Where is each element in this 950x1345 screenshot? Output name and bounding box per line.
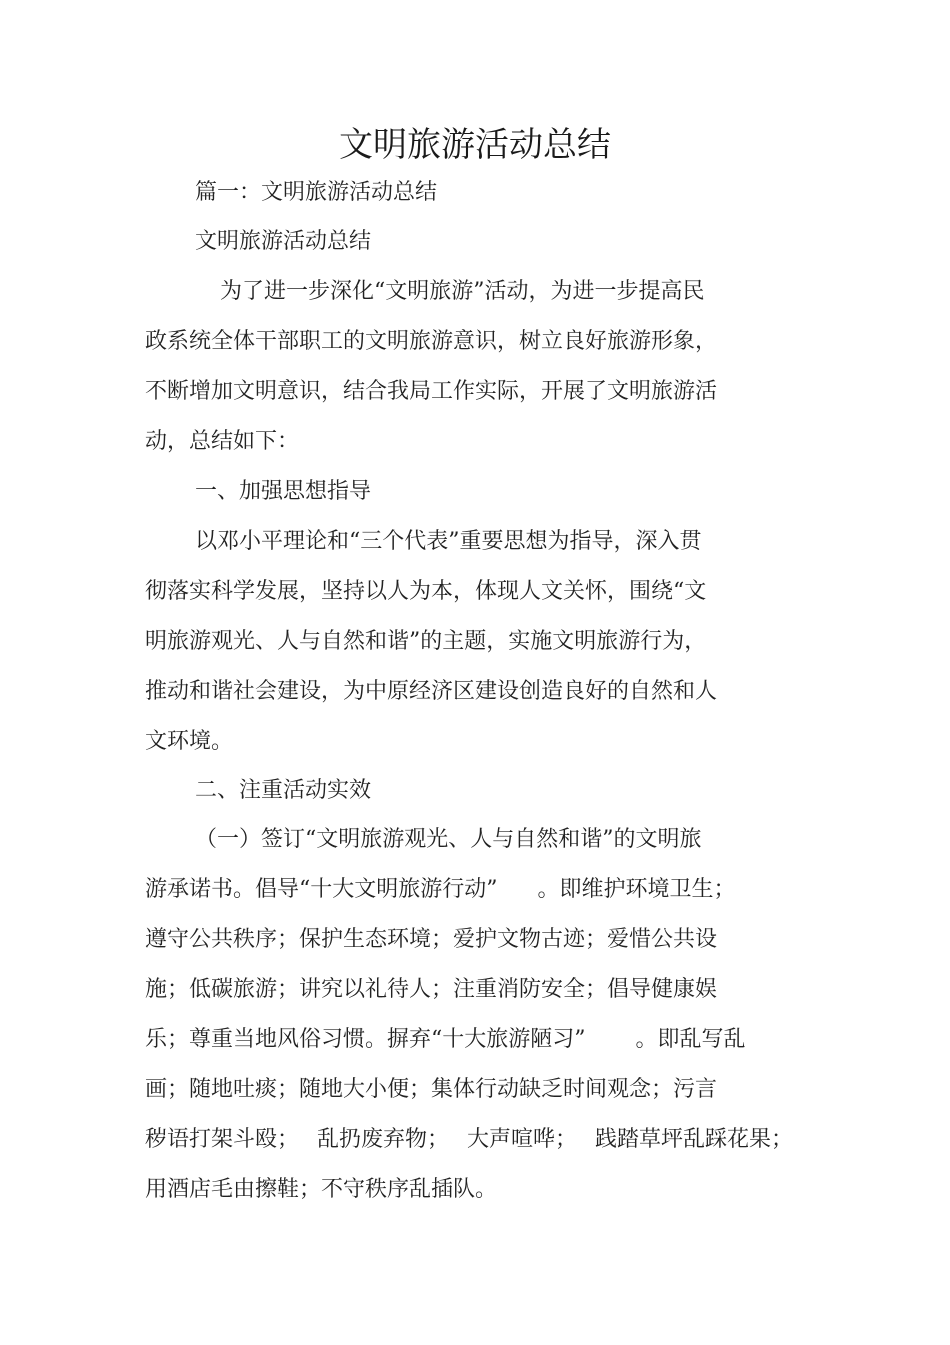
text-segment: 乱扔废弃物；: [317, 1127, 450, 1152]
paragraph-line: 彻落实科学发展，坚持以人为本，体现人文关怀，围绕“文: [145, 579, 707, 604]
subtitle: 文明旅游活动总结: [195, 229, 372, 254]
text-segment: 乐；尊重当地风俗习惯。摒弃“十大旅游陋习”: [145, 1027, 586, 1052]
paragraph-line: 施；低碳旅游；讲究以礼待人；注重消防安全；倡导健康娱: [145, 977, 718, 1002]
text-segment: 大声喧哗；: [467, 1127, 578, 1152]
text-segment: 秽语打架斗殴；: [145, 1127, 300, 1152]
section-heading: 二、注重活动实效: [195, 778, 372, 803]
document-title: 文明旅游活动总结: [339, 125, 611, 165]
paragraph-line: [145, 1125, 793, 1155]
paragraph-line: （一）签订“文明旅游观光、人与自然和谐”的文明旅: [195, 827, 702, 852]
paragraph-line: 明旅游观光、人与自然和谐”的主题，实施文明旅游行为，: [145, 629, 707, 654]
paragraph-line: 动，总结如下：: [145, 429, 300, 454]
paragraph-line: 文环境。: [145, 729, 234, 754]
paragraph-line: 用酒店毛由擦鞋；不守秩序乱插队。: [145, 1177, 498, 1202]
paragraph-line: [145, 875, 736, 905]
paragraph-line: 为了进一步深化“文明旅游”活动，为进一步提高民: [220, 279, 705, 304]
paragraph-line: 不断增加文明意识，结合我局工作实际，开展了文明旅游活: [145, 379, 718, 404]
paragraph-line: 遵守公共秩序；保护生态环境；爱护文物古迹；爱惜公共设: [145, 927, 718, 952]
paragraph-line: 政系统全体干部职工的文明旅游意识，树立良好旅游形象，: [145, 329, 718, 354]
paragraph-line: 画；随地吐痰；随地大小便；集体行动缺乏时间观念；污言: [145, 1077, 718, 1102]
paragraph-line: 推动和谐社会建设，为中原经济区建设创造良好的自然和人: [145, 679, 718, 704]
paragraph-line: 以邓小平理论和“三个代表”重要思想为指导，深入贯: [195, 529, 702, 554]
section-heading: 一、加强思想指导: [195, 479, 372, 504]
section-heading: 篇一：文明旅游活动总结: [195, 180, 438, 205]
text-segment: 游承诺书。倡导“十大文明旅游行动”: [145, 877, 498, 902]
text-segment: 。即乱写乱: [635, 1027, 746, 1052]
text-segment: 践踏草坪乱踩花果；: [595, 1127, 794, 1152]
text-segment: 。即维护环境卫生；: [537, 877, 736, 902]
paragraph-line: [145, 1025, 746, 1055]
